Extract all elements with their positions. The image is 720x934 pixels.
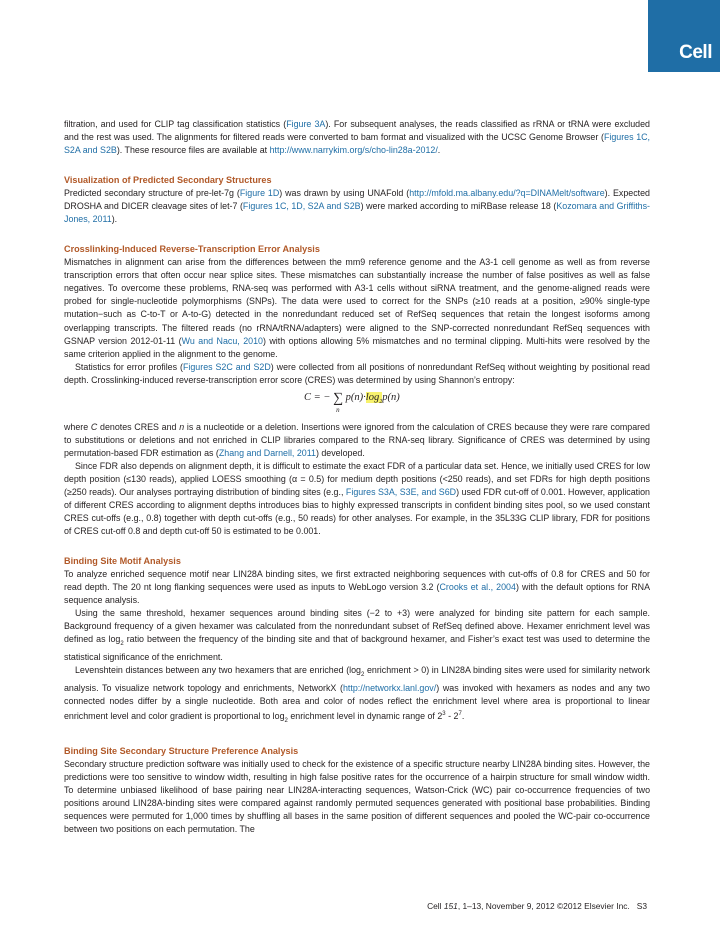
section-heading-structure: Binding Site Secondary Structure Preference Analysis — [64, 746, 299, 756]
figure-link[interactable]: Figures 1C, S2A and S2B — [64, 132, 651, 156]
article-body — [64, 118, 650, 836]
section-heading-motif: Binding Site Motif Analysis — [64, 556, 181, 567]
paragraph: Mismatches in alignment can arise from the differences between the mm9 reference genome and the A3-1 cell genome as well as from reverse transcription errors that often occur near splice sites. These mismatches can substantially increase the number of false positives as well as false negatives. To overcome these problems, RNA-seq was performed with A3-1 cells without siRNA treatment, and the genome-aligned reads were probed for single-nucleotide polymorphisms (SNPs). The data were used to correct for the SNPs (≥10 reads at a position, ≥90% single-type mutation−such as C-to-T or A-to-G) detected in the nonredundant reduced set of RefSeq sequences that retain the longest isoforms among overlapping transcripts. The filtered reads (no rRNA/tRNA/adapters) were aligned to the SNP-corrected nonredundant RefSeq sequences with GSNAP version 2012-01-11 (Wu and Nacu, 2010) with options allowing 5% mismatches and no terminal clipping. Multi-hits were resolved by the same criterion applied in the alignment to the genome. — [64, 257, 650, 359]
journal-logo — [648, 0, 720, 72]
paragraph: Predicted secondary structure of pre-let-7g (Figure 1D) was drawn by using UNAFold (http://mfold.ma.albany.edu/?q=DINAMelt/software). Expected DROSHA and DICER cleavage sites of let-7 (Figures 1C, 1D, S2A and S2B) were marked according to miRBase release 18 (Kozomara and Griffiths-Jones, 2011). — [64, 188, 651, 225]
networkx-url-link[interactable]: http://networkx.lanl.gov/ — [342, 683, 437, 694]
citation-link[interactable]: Zhang and Darnell, 2011 — [218, 447, 316, 458]
highlighted-log-term: $\log_2$ — [365, 391, 383, 405]
figure-link[interactable]: Figure 3A — [286, 119, 326, 129]
paragraph: Secondary structure prediction software was initially used to check for the existence of a specific structure nearby LIN28A binding sites. However, the predictions were too sensitive to window width, resulting in high false positive rates for the occurrence of a hairpin structure for small window width. To determine unbiased likelihood of base pairing near LIN28A-interacting sequences, Watson-Crick (WC) pair co-occurrence frequencies of two positions around LIN28A-binding sites were compared against randomly permuted sequences generated with positional base probabilities. Binding sequences were permuted for 1,000 times by shuffling all bases in the same position of different sequences and pooled the WC-pair co-occurrence between two positions on each permutation. The — [64, 759, 650, 835]
section-heading-visualization: Visualization of Predicted Secondary Structures — [64, 175, 272, 186]
paragraph-continuation: filtration, and used for CLIP tag classification statistics (Figure 3A). For subsequent analyses, the reads classified as rRNA or tRNA were excluded and the rest was used. The alignments for filtered reads were converted to bam format and visualized with the UCSC Genome Browser (Figures 1C, S2A and S2B). These resource files are available at http://www.narrykim.org/s/cho-lin28a-2012/. — [64, 119, 651, 156]
figure-link[interactable]: Figures S2C and S2D — [182, 361, 271, 372]
figure-link[interactable]: Figure 1D — [239, 188, 280, 199]
paragraph: To analyze enriched sequence motif near LIN28A binding sites, we first extracted neighboring sequences with cut-offs of 0.8 for CRES and 50 for read depth. The 20 nt long flanking sequences were used as inputs to WebLogo version 3.2 (Crooks et al., 2004) with the default options for RNA sequence analysis. — [64, 569, 651, 606]
figure-link[interactable]: Figures S3A, S3E, and S6D — [345, 486, 457, 497]
citation-link[interactable]: Crooks et al., 2004 — [439, 582, 516, 593]
paragraph: Statistics for error profiles (Figures S2C and S2D) were collected from all positions of nonredundant RefSeq without weighting by positional read depth. Crosslinking-induced reverse-transcription error score (CRES) was determined by using Shannon’s entropy: — [64, 361, 650, 385]
paragraph: Since FDR also depends on alignment depth, it is difficult to estimate the exact FDR of a particular data set. Hence, we initially used CRES for low depth position (≤130 reads), applied LOESS smoothing (α = 0.5) for medium depth positions (<250 reads), and set FDRs for high depth positions (≥250 reads). Our analyses portraying distribution of binding sites (e.g., Figures S3A, S3E, and S6D) used FDR cut-off of 0.001. However, application of different CRES according to alignment depths introduces bias to highly expressed transcripts in confident binding sites pool, so we used constant CRES cut-offs (e.g., 0.8) together with depth cut-offs (e.g., 50 reads) for other analyses. For example, in the 35L33G CLIP library, FDR for positions of CRES cut-off 0.8 and depth cut-off 50 is estimated to be 0.001. — [64, 460, 650, 537]
unafold-url-link[interactable]: http://mfold.ma.albany.edu/?q=DINAMelt/software — [409, 188, 605, 199]
figure-link[interactable]: Figures 1C, 1D, S2A and S2B — [242, 201, 361, 212]
paragraph: where C denotes CRES and n is a nucleotide or a deletion. Insertions were ignored from the calculation of CRES because they were rare compared to substitutions or deletions and not enriched in CLIP libraries compared to the RNA-seq library. Significance of CRES was determined by using permutation-based FDR estimation as (Zhang and Darnell, 2011) developed. — [64, 421, 650, 458]
paragraph: Using the same threshold, hexamer sequences around binding sites (−2 to +3) were analyzed for binding site pattern for each sample. Background frequency of a given hexamer was calculated from the nonredundant subset of RefSeq defined above. Hexamer enrichment level was defined as $\log_2$ ratio between the frequency of the binding site and that of background hexamer, and Fisher’s exact test was used to determine the statistical significance of the enrichment. — [64, 608, 651, 663]
section-heading-cres: Crosslinking-Induced Reverse-Transcription Error Analysis — [64, 244, 320, 255]
citation-link[interactable]: Wu and Nacu, 2010 — [181, 335, 263, 346]
journal-logo-text: Cell — [679, 42, 712, 63]
sum-symbol: ∑ n — [333, 390, 344, 414]
page-number: S3 — [636, 901, 647, 911]
resource-url-link[interactable]: http://www.narrykim.org/s/cho-lin28a-2012/ — [269, 145, 438, 156]
page-footer: Cell 151, 1–13, November 9, 2012 ©2012 Elsevier Inc. S3 — [427, 901, 647, 911]
citation-link[interactable]: Kozomara and Griffiths-Jones, 2011 — [64, 201, 651, 225]
paragraph: Levenshtein distances between any two hexamers that are enriched ($\log_2$ enrichment > 0) in LIN28A binding sites were used for similarity network analysis. To visualize network topology and enrichments, NetworkX (http://networkx.lanl.gov/) was invoked with hexamers as nodes and any two connected nodes differ by a single nucleotide. Both area and color of nodes reflect the enrichment level where area is proportional to linear enrichment level and color gradient is proportional to $\log_2$ enrichment level in dynamic range of $2^3 - 2^7$. — [64, 665, 650, 724]
entropy-equation: C = − ∑ n $p(n)\cdot\log_2p(n)$ — [304, 390, 400, 414]
